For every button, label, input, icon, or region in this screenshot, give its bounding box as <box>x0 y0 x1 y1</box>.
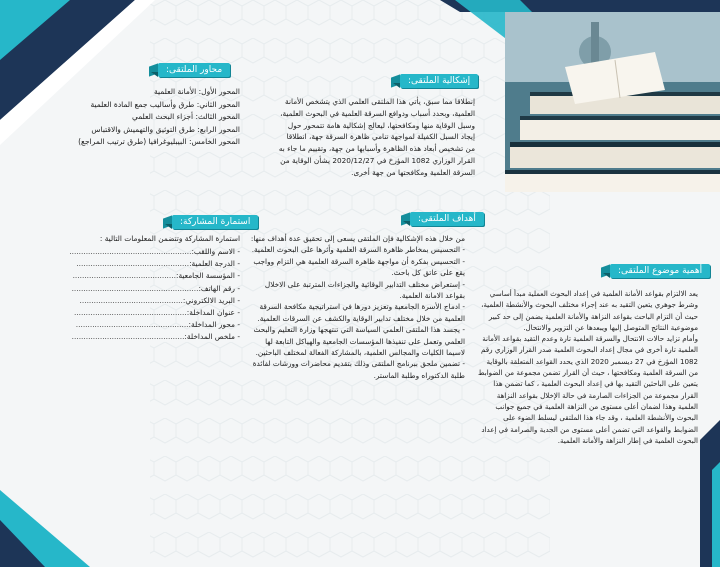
form-row-email <box>28 295 240 307</box>
field-label: - عنوان المداخلة: <box>186 308 240 318</box>
form-heading <box>172 215 258 229</box>
problem-title: إشكالية الملتقى: <box>408 76 471 86</box>
objectives-list <box>250 244 465 381</box>
form-row-axis <box>28 319 240 331</box>
axes-panel <box>44 86 240 149</box>
form-row-institution <box>28 270 240 282</box>
field-label: - الدرجة العلمية: <box>189 259 240 269</box>
list-item: - التحسيس بفكرة أن مواجهة ظاهرة السرقة العلمية هي التزام وواجب يقع على عاتق كل باحث. <box>253 256 465 278</box>
field-blank: .................................................... <box>69 247 192 256</box>
form-panel <box>28 233 240 344</box>
field-label: - محور المداخلة: <box>188 320 240 330</box>
form-intro: استمارة المشاركة وتتضمن المعلومات التالية : <box>99 234 240 243</box>
field-label: - رقم الهاتف: <box>198 283 240 293</box>
form-row-abstract <box>28 331 240 343</box>
objectives-intro: من خلال هذه الإشكالية فإن الملتقى يسعى إلى تحقيق عدة أهداف منها: <box>250 234 465 243</box>
importance-title: أهمية موضوع الملتقى: <box>618 266 703 276</box>
axes-title: محاور الملتقى: <box>166 65 223 75</box>
form-title: استمارة المشاركة: <box>180 217 251 227</box>
list-item: المحور الأول: الأمانة العلمية <box>153 87 240 96</box>
list-item: المحور الخامس: البيبليوغرافيا (طرق ترتيب المراجع) <box>78 137 240 146</box>
list-item: - تضمين ملحق ببرنامج الملتقى وذلك بتقديم محاضرات وورشات لفائدة طلبة الدكتوراه وطلبة الماستر. <box>252 359 465 380</box>
importance-panel <box>478 288 698 446</box>
field-blank: ............................................ <box>72 271 176 281</box>
field-blank: ............................................ <box>79 295 183 305</box>
list-item: المحور الثالث: أجزاء البحث العلمي <box>131 112 240 121</box>
form-row-phone <box>28 283 240 295</box>
list-item: - ادماج الأسرة الجامعية وتعزيز دورها في استراتيجية مكافحة السرقة العلمية من خلال مختلف تدابير الوقاية والكشف عن السرقات العلمية. <box>257 302 465 323</box>
list-item: - التحسيس بمخاطر ظاهرة السرقة العلمية وأثرها على البحوث العلمية. <box>251 245 465 255</box>
field-blank: ................................................ <box>75 320 189 330</box>
field-label: - الاسم واللقب: <box>191 247 240 256</box>
axes-heading <box>158 63 230 77</box>
books-photo <box>505 12 720 192</box>
importance-paragraph: يعد الالتزام بقواعد الأمانة العلمية في إعداد البحوث العملية مبدأ أساسي وشرط جوهري يتعين التقيد به عند إجراء مختلف البحوث والأنشطة العلمية، حيث أن التزام الباحث بقواعد النزاهة والأمانة العلمية يضمن إلى حد كبير موضوعية النتائج المتوصل إليها ويبعدها عن التزوير والانتحال. <box>481 289 698 332</box>
field-blank: ...................................................... <box>71 283 199 293</box>
list-item: - إستعراض مختلف التدابير الوقائية والجزاءات المترتبة على الاخلال بقواعد الامانة العلمية. <box>264 279 465 301</box>
field-blank: ................................................ <box>71 332 185 342</box>
objectives-heading <box>410 212 484 226</box>
form-row-name <box>28 246 240 258</box>
field-blank: ................................................ <box>73 308 187 318</box>
form-row-degree <box>28 258 240 270</box>
importance-paragraph: وأمام تزايد حالات الانتحال والسرقة العلمية تارة وعدم التقيد بقواعد الأمانة العلمية تارة أخرى في مجال إعداد البحوث العلمية صدر القرار الوزاري رقم 1082 المؤرخ في 27 ديسمبر 2020 الذي يحدد القواعد المتعلقة بالوقاية من السرقة العلمية ومكافحتها ، حيث أن القرار تضمن مجموعة من الضوابط يتعين على الباحثين التقيد بها في إعداد البحوث العلمية ، كما تضمن هذا القرار مجموعة من الجزاءات الصارمة في حالة الإخلال بقواعد النزاهة العلمية وهذا لضمان أعلى مستوى من النزاهة العلمية في جميع جوانب البحوث والأنشطة العلمية ، وقد جاء هذا الملتقى ليسلط الضوء على الضوابط والقواعد التي تضمن أعلى مستوى من الجدية والصرامة في إعداد البحوث العلمية في إطار النزاهة والأمانة العلمية. <box>478 334 698 445</box>
field-label: - المؤسسة الجامعية: <box>175 271 240 281</box>
axes-list <box>44 86 240 149</box>
problem-body: إنطلاقا مما سبق، يأتي هذا الملتقى العلمي الذي يتشخص الأمانة العلمية، وبحدد أسباب ودوافع السرقة العلمية في البحوث العلمية، وسبل الوقاية منها ومكافحتها، ليعالج إشكالية هامة تتمحور حول إيجاد السبل الكفيلة لمواجهة تنامي ظاهرة السرقة جهة، انطلاقا من تشخيص أبعاد هذه الظاهرة وأسبابها من جهة، وتقييم ما جاء به القرار الوزاري 1082 المؤرخ في 2020/12/27 يشأن الوقاية من السرقة العلمية ومكافحتها من جهة أخرى. <box>278 97 475 177</box>
objectives-panel <box>250 233 465 381</box>
list-item: المحور الرابع: طرق التوثيق والتهميش والاقتباس <box>91 124 240 134</box>
field-label: - البريد الالكتروني: <box>182 295 240 305</box>
objectives-title: أهداف الملتقى: <box>418 214 476 224</box>
list-item: - يجسد هذا الملتقى العلمي السياسة التي تنتهجها وزارة التعليم والبحث العلمي وتعمل على تنفيذها المؤسسات الجامعية والهياكل التابعة لها لاسيما الكليات والمجالس العلمية، بالمشاركة الفعالة لمختلف الباحثين. <box>253 325 465 358</box>
problem-panel <box>275 96 475 179</box>
problem-heading <box>400 74 478 88</box>
form-row-title <box>28 307 240 319</box>
field-blank: ................................................ <box>76 259 190 269</box>
list-item: المحور الثاني: طرق وأساليب جمع المادة العلمية <box>90 99 240 109</box>
importance-heading <box>610 264 710 278</box>
field-label: - ملخص المداخلة: <box>184 332 240 342</box>
